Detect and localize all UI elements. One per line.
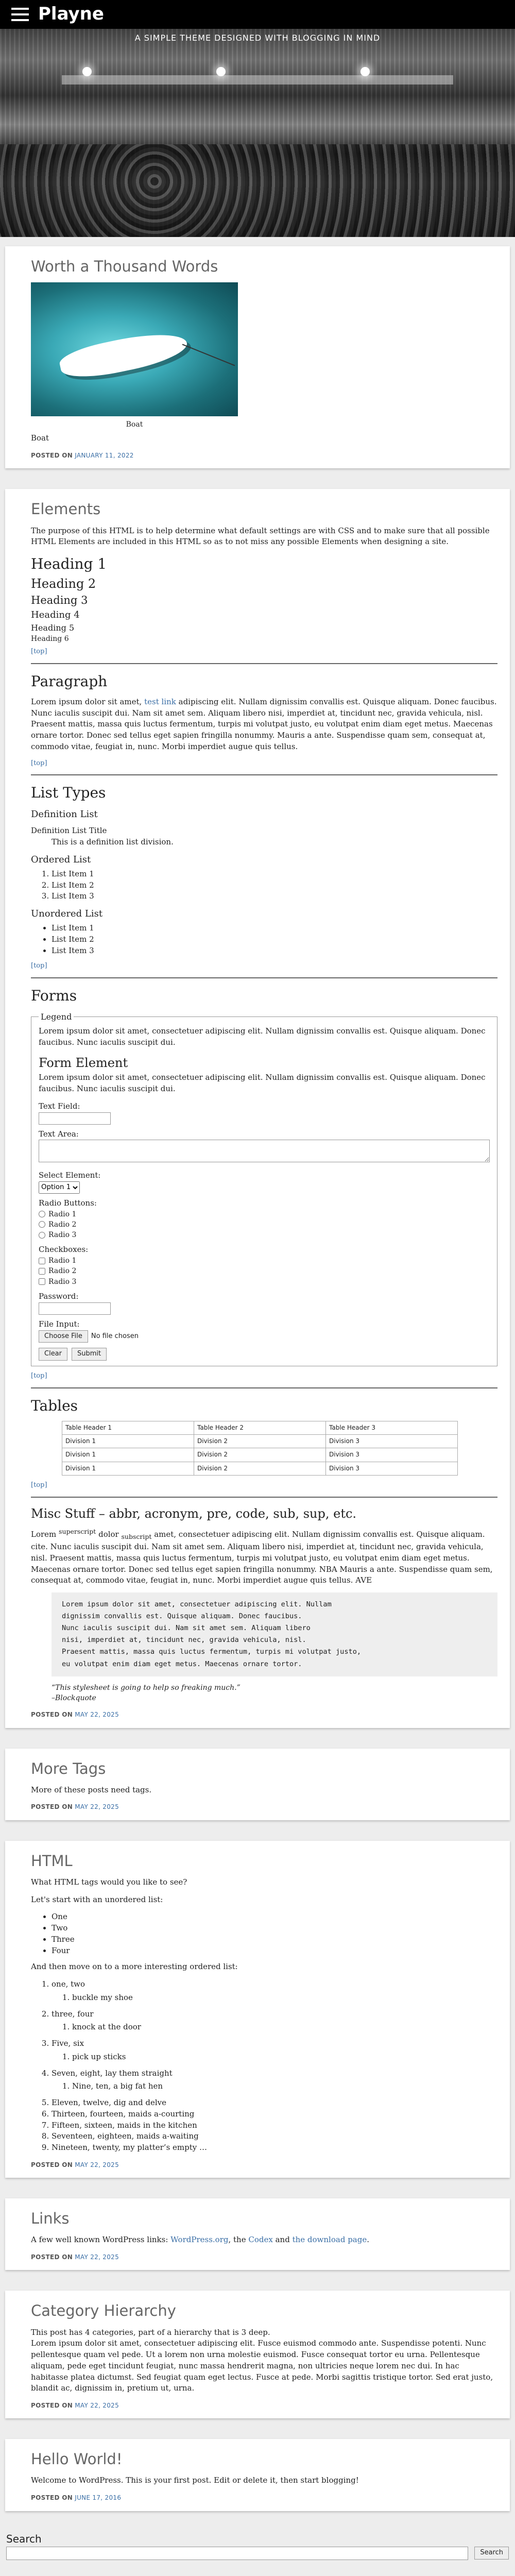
table-row: Division 1 Division 2 Division 3 xyxy=(62,1435,458,1448)
post-date-link[interactable]: JUNE 17, 2016 xyxy=(75,2494,122,2502)
list-item: 9. Nineteen, twenty, my platter’s empty … xyxy=(52,2142,497,2154)
heading-4: Heading 4 xyxy=(31,609,80,620)
list-item: 2. List Item 2 xyxy=(52,880,497,891)
post-body: Let's start with an unordered list: xyxy=(31,1894,163,1904)
divider xyxy=(31,663,497,664)
table-header: Table Header 2 xyxy=(194,1421,326,1434)
password-label: Password: xyxy=(39,1292,79,1301)
post-date-link[interactable]: MAY 22, 2025 xyxy=(75,2402,119,2409)
unordered-list xyxy=(52,923,497,956)
post-html xyxy=(5,1841,510,2178)
main-content xyxy=(0,237,515,2511)
post-date-link[interactable]: MAY 22, 2025 xyxy=(75,2253,119,2261)
post-title[interactable]: More Tags xyxy=(31,1759,106,1777)
search-input[interactable] xyxy=(6,2547,468,2560)
lamp-shape xyxy=(82,67,92,76)
radio-label: Radio Buttons: xyxy=(39,1198,97,1208)
site-header xyxy=(0,0,515,237)
post-category-hierarchy xyxy=(5,2291,510,2418)
menu-icon[interactable] xyxy=(11,8,29,21)
preformatted-text: Lorem ipsum dolor sit amet, consectetuer adipiscing elit. Nullam dignissim convallis est. Quisque aliquam. Donec faucibus. Nunc iaculis suscipit dui. Nam sit amet sem. Aliquam libero nisi, imperdiet at, tincidunt nec, gravida vehicula, nisl. Praesent mattis, massa quis luctus fermentum, turpis mi volutpat justo, eu volutpat enim diam eget metus. Maecenas ornare tortor. xyxy=(52,1592,497,1676)
post-more-tags xyxy=(5,1749,510,1820)
site-tagline: A SIMPLE THEME DESIGNED WITH BLOGGING IN MIND xyxy=(134,33,381,43)
search-label: Search xyxy=(6,2532,42,2545)
post-meta: POSTED ON MAY 22, 2025 xyxy=(31,1711,119,1719)
table-row: Division 1 Division 2 Division 3 xyxy=(62,1448,458,1462)
header-image xyxy=(0,29,515,237)
file-status: No file chosen xyxy=(91,1332,139,1340)
heading-2: Heading 2 xyxy=(31,576,96,591)
list-item: 5. Eleven, twelve, dig and delve xyxy=(52,2097,497,2109)
definition-list: Definition List Title This is a definition list division. xyxy=(31,826,174,846)
post-title[interactable]: Worth a Thousand Words xyxy=(31,258,218,275)
post-meta: POSTED ON JUNE 17, 2016 xyxy=(31,2494,122,2502)
radio-3[interactable] xyxy=(39,1232,45,1239)
post-date-link[interactable]: MAY 22, 2025 xyxy=(75,2161,119,2168)
checkbox-1[interactable] xyxy=(39,1258,45,1264)
radio-1[interactable] xyxy=(39,1211,45,1217)
list-item: 1. List Item 1 xyxy=(52,869,497,880)
post-body: And then move on to a more interesting ordered list: xyxy=(31,1962,238,1972)
form-element-heading: Form Element xyxy=(39,1056,128,1071)
section-heading: Paragraph xyxy=(31,673,108,690)
top-link[interactable]: [top] xyxy=(31,648,47,656)
data-table xyxy=(62,1421,458,1476)
test-link[interactable]: test link xyxy=(144,697,176,706)
list-item: • Three xyxy=(52,1934,497,1945)
search-form xyxy=(6,2547,509,2560)
list-heading: Ordered List xyxy=(31,854,91,865)
heading-3: Heading 3 xyxy=(31,594,88,607)
heading-6: Heading 6 xyxy=(31,635,69,643)
table-row: Division 1 Division 2 Division 3 xyxy=(62,1462,458,1475)
section-heading: Misc Stuff – abbr, acronym, pre, code, sub, sup, etc. xyxy=(31,1506,357,1521)
list-item: 6. Thirteen, fourteen, maids a-courting xyxy=(52,2109,497,2120)
select-label: Select Element: xyxy=(39,1171,101,1180)
crowd-shape xyxy=(0,144,515,237)
divider xyxy=(31,977,497,978)
post-date-link[interactable]: MAY 22, 2025 xyxy=(75,1711,119,1719)
post-title[interactable]: Category Hierarchy xyxy=(31,2302,176,2320)
submit-button[interactable]: Submit xyxy=(72,1348,107,1361)
checkbox-label: Checkboxes: xyxy=(39,1245,89,1255)
post-meta: POSTED ON JANUARY 11, 2022 xyxy=(31,452,134,460)
list-item: 7. Fifteen, sixteen, maids in the kitchen xyxy=(52,2120,497,2131)
image-caption: Boat xyxy=(126,420,143,429)
post-title[interactable]: Elements xyxy=(31,500,101,518)
divider xyxy=(31,774,497,775)
list-heading: Unordered List xyxy=(31,908,103,919)
boat-image[interactable] xyxy=(31,282,238,416)
ordered-list xyxy=(52,1979,497,2154)
divider xyxy=(31,1387,497,1388)
top-link[interactable]: [top] xyxy=(31,759,47,767)
table-header: Table Header 1 xyxy=(62,1421,194,1434)
post-worth-a-thousand-words xyxy=(5,246,510,468)
section-heading: Forms xyxy=(31,987,77,1005)
post-elements xyxy=(5,489,510,1727)
post-body: Welcome to WordPress. This is your first post. Edit or delete it, then start blogging! xyxy=(31,2476,359,2485)
list-item: • Four xyxy=(52,1945,497,1957)
select-element[interactable] xyxy=(39,1181,80,1194)
awning-shape xyxy=(62,75,453,84)
radio-2[interactable] xyxy=(39,1221,45,1228)
section-heading: Tables xyxy=(31,1397,78,1415)
list-item: • List Item 3 xyxy=(52,945,497,957)
text-field-label: Text Field: xyxy=(39,1101,80,1111)
site-title[interactable]: Playne xyxy=(38,4,104,25)
text-field[interactable] xyxy=(39,1112,111,1125)
divider xyxy=(31,1497,497,1498)
post-hello-world xyxy=(5,2439,510,2511)
list-heading: Definition List xyxy=(31,809,98,820)
post-body: This post has 4 categories, part of a hierarchy that is 3 deep. xyxy=(31,2327,270,2337)
sidebar xyxy=(0,2532,515,2576)
misc-text: Lorem $^{superscript}$ dolor $_{subscript}$ amet, consectetuer adipiscing elit. Nullam dignissim convallis est. Quisque aliquam. cite. Nunc iaculis suscipit dui. Nam sit amet sem. Aliquam libero nisi, imperdiet at, tincidunt nec, gravida vehicula, nisl. Praesent mattis, massa quis luctus fermentum, turpis mi volutpat justo, eu volutpat enim diam eget metus. Maecenas ornare tortor. Donec sed tellus eget sapien fringilla nonummy. NBA Mauris a ante. Suspendisse quam sem, consequat at, commodo vitae, feugiat in, nunc. Morbi imperdiet augue quis tellus. AVE xyxy=(31,1527,493,1585)
checkbox-2[interactable] xyxy=(39,1268,45,1275)
codex-link[interactable]: Codex xyxy=(248,2235,273,2245)
list-item: 4. Seven, eight, lay them straight 1. Nine, ten, a big fat hen xyxy=(52,2068,497,2093)
heading-5: Heading 5 xyxy=(31,622,75,633)
form-element-text: Lorem ipsum dolor sit amet, consectetuer adipiscing elit. Nullam dignissim convallis est. Quisque aliquam. Donec faucibus. Nunc iaculis suscipit dui. xyxy=(39,1073,486,1094)
post-links xyxy=(5,2198,510,2270)
post-body: Boat xyxy=(31,433,49,443)
post-meta: POSTED ON MAY 22, 2025 xyxy=(31,2161,119,2168)
text-area-label: Text Area: xyxy=(39,1129,79,1139)
list-item: • Two xyxy=(52,1923,497,1934)
post-date-link[interactable]: JANUARY 11, 2022 xyxy=(75,452,134,460)
post-title[interactable]: HTML xyxy=(31,1852,73,1870)
top-link[interactable]: [top] xyxy=(31,962,47,970)
elements-intro: The purpose of this HTML is to help determine what default settings are with CSS and to make sure that all possible HTML Elements are included in this HTML so as to not miss any possible Elements when designing a site. xyxy=(31,526,490,547)
post-body: Lorem ipsum dolor sit amet, consectetuer adipiscing elit. Fusce euismod commodo ante. Suspendisse potenti. Nunc pellentesque quam vel pede. Ut a lorem non urna molestie euismod. Fusce consequat tortor eu urna. Pellentesque aliquam, pede eget tincidunt feugiat, nunc massa hendrerit magna, non ultricies neque lorem nec dui. In hac habitasse platea dictumst. Sed feugiat quam eget lectus. Fusce at pede. Morbi sagittis tristique tortor. Sed erat justo, blandit ac, dignissim in, pretium ut, urna. xyxy=(31,2338,493,2393)
table-header: Table Header 3 xyxy=(326,1421,458,1434)
unordered-list xyxy=(52,1911,497,1956)
ordered-list xyxy=(52,869,497,902)
top-link[interactable]: [top] xyxy=(31,1372,47,1380)
form-fieldset: Legend Lorem ipsum dolor sit amet, consectetuer adipiscing elit. Nullam dignissim convallis est. Quisque aliquam. Donec faucibus. Nunc iaculis suscipit dui. Form Element Lorem ipsum dolor sit amet, consectetuer adipiscing elit. Nullam dignissim convallis est. Quisque aliquam. Donec faucibus. Nunc iaculis suscipit dui. Text Field: Text Area: Select Element: Option 1 Radio Buttons: Radio 1 Radio 2 Radio 3 Checkboxes: Radio 1 Radio 2 Radio 3 Password: File Input: Choose File No file chosen Clear Submit xyxy=(31,1011,497,1366)
blockquote: “This stylesheet is going to help so freaking much.” –Blockquote xyxy=(52,1683,241,1702)
post-date-link[interactable]: MAY 22, 2025 xyxy=(75,1803,119,1811)
post-title[interactable]: Hello World! xyxy=(31,2450,123,2468)
list-item: 2. three, four 1. knock at the door xyxy=(52,2009,497,2033)
list-item: • One xyxy=(52,1911,497,1923)
list-item: 3. List Item 3 xyxy=(52,891,497,902)
post-body: What HTML tags would you like to see? xyxy=(31,1877,187,1887)
list-item: 8. Seventeen, eighteen, maids a-waiting xyxy=(52,2131,497,2142)
post-meta: POSTED ON MAY 22, 2025 xyxy=(31,2402,119,2409)
heading-1: Heading 1 xyxy=(31,555,107,573)
download-page-link[interactable]: the download page xyxy=(292,2235,367,2245)
paragraph-text: Lorem ipsum dolor sit amet, test link adipiscing elit. Nullam dignissim convallis est. Quisque aliquam. Donec faucibus. Nunc iaculis suscipit dui. Nam sit amet sem. Aliquam libero nisi, imperdiet at, tincidunt nec, gravida vehicula, nisl. Praesent mattis, massa quis luctus fermentum, turpis mi volutpat justo, eu volutpat enim diam eget metus. Maecenas ornare tortor. Donec sed tellus eget sapien fringilla nonummy. Mauris a ante. Suspendisse quam sem, consequat at, commodo vitae, feugiat in, nunc. Morbi imperdiet augue quis tellus. xyxy=(31,697,497,751)
post-body: More of these posts need tags. xyxy=(31,1785,152,1794)
password-field[interactable] xyxy=(39,1302,111,1315)
list-item: 3. Five, six 1. pick up sticks xyxy=(52,2038,497,2063)
file-label: File Input: xyxy=(39,1319,80,1329)
clear-button[interactable]: Clear xyxy=(39,1348,67,1361)
fieldset-legend: Legend xyxy=(41,1011,72,1022)
text-area[interactable] xyxy=(39,1140,490,1162)
list-item: 1. one, two 1. buckle my shoe xyxy=(52,1979,497,2004)
section-heading: List Types xyxy=(31,784,106,802)
post-title[interactable]: Links xyxy=(31,2210,70,2228)
lamp-shape xyxy=(360,67,370,76)
post-meta: POSTED ON MAY 22, 2025 xyxy=(31,2253,119,2261)
search-button[interactable]: Search xyxy=(474,2547,509,2560)
lamp-shape xyxy=(216,67,226,76)
post-meta: POSTED ON MAY 22, 2025 xyxy=(31,1803,119,1811)
choose-file-button[interactable]: Choose File xyxy=(39,1330,88,1343)
checkbox-3[interactable] xyxy=(39,1278,45,1285)
top-bar xyxy=(0,0,515,29)
image-figure xyxy=(31,282,238,430)
list-item: • List Item 2 xyxy=(52,934,497,945)
post-body: A few well known WordPress links: WordPress.org, the Codex and the download page. xyxy=(31,2235,370,2245)
top-link[interactable]: [top] xyxy=(31,1481,47,1489)
wordpress-org-link[interactable]: WordPress.org xyxy=(170,2235,229,2245)
list-item: • List Item 1 xyxy=(52,923,497,934)
legend-text: Lorem ipsum dolor sit amet, consectetuer adipiscing elit. Nullam dignissim convallis est. Quisque aliquam. Donec faucibus. Nunc iaculis suscipit dui. xyxy=(39,1026,486,1047)
